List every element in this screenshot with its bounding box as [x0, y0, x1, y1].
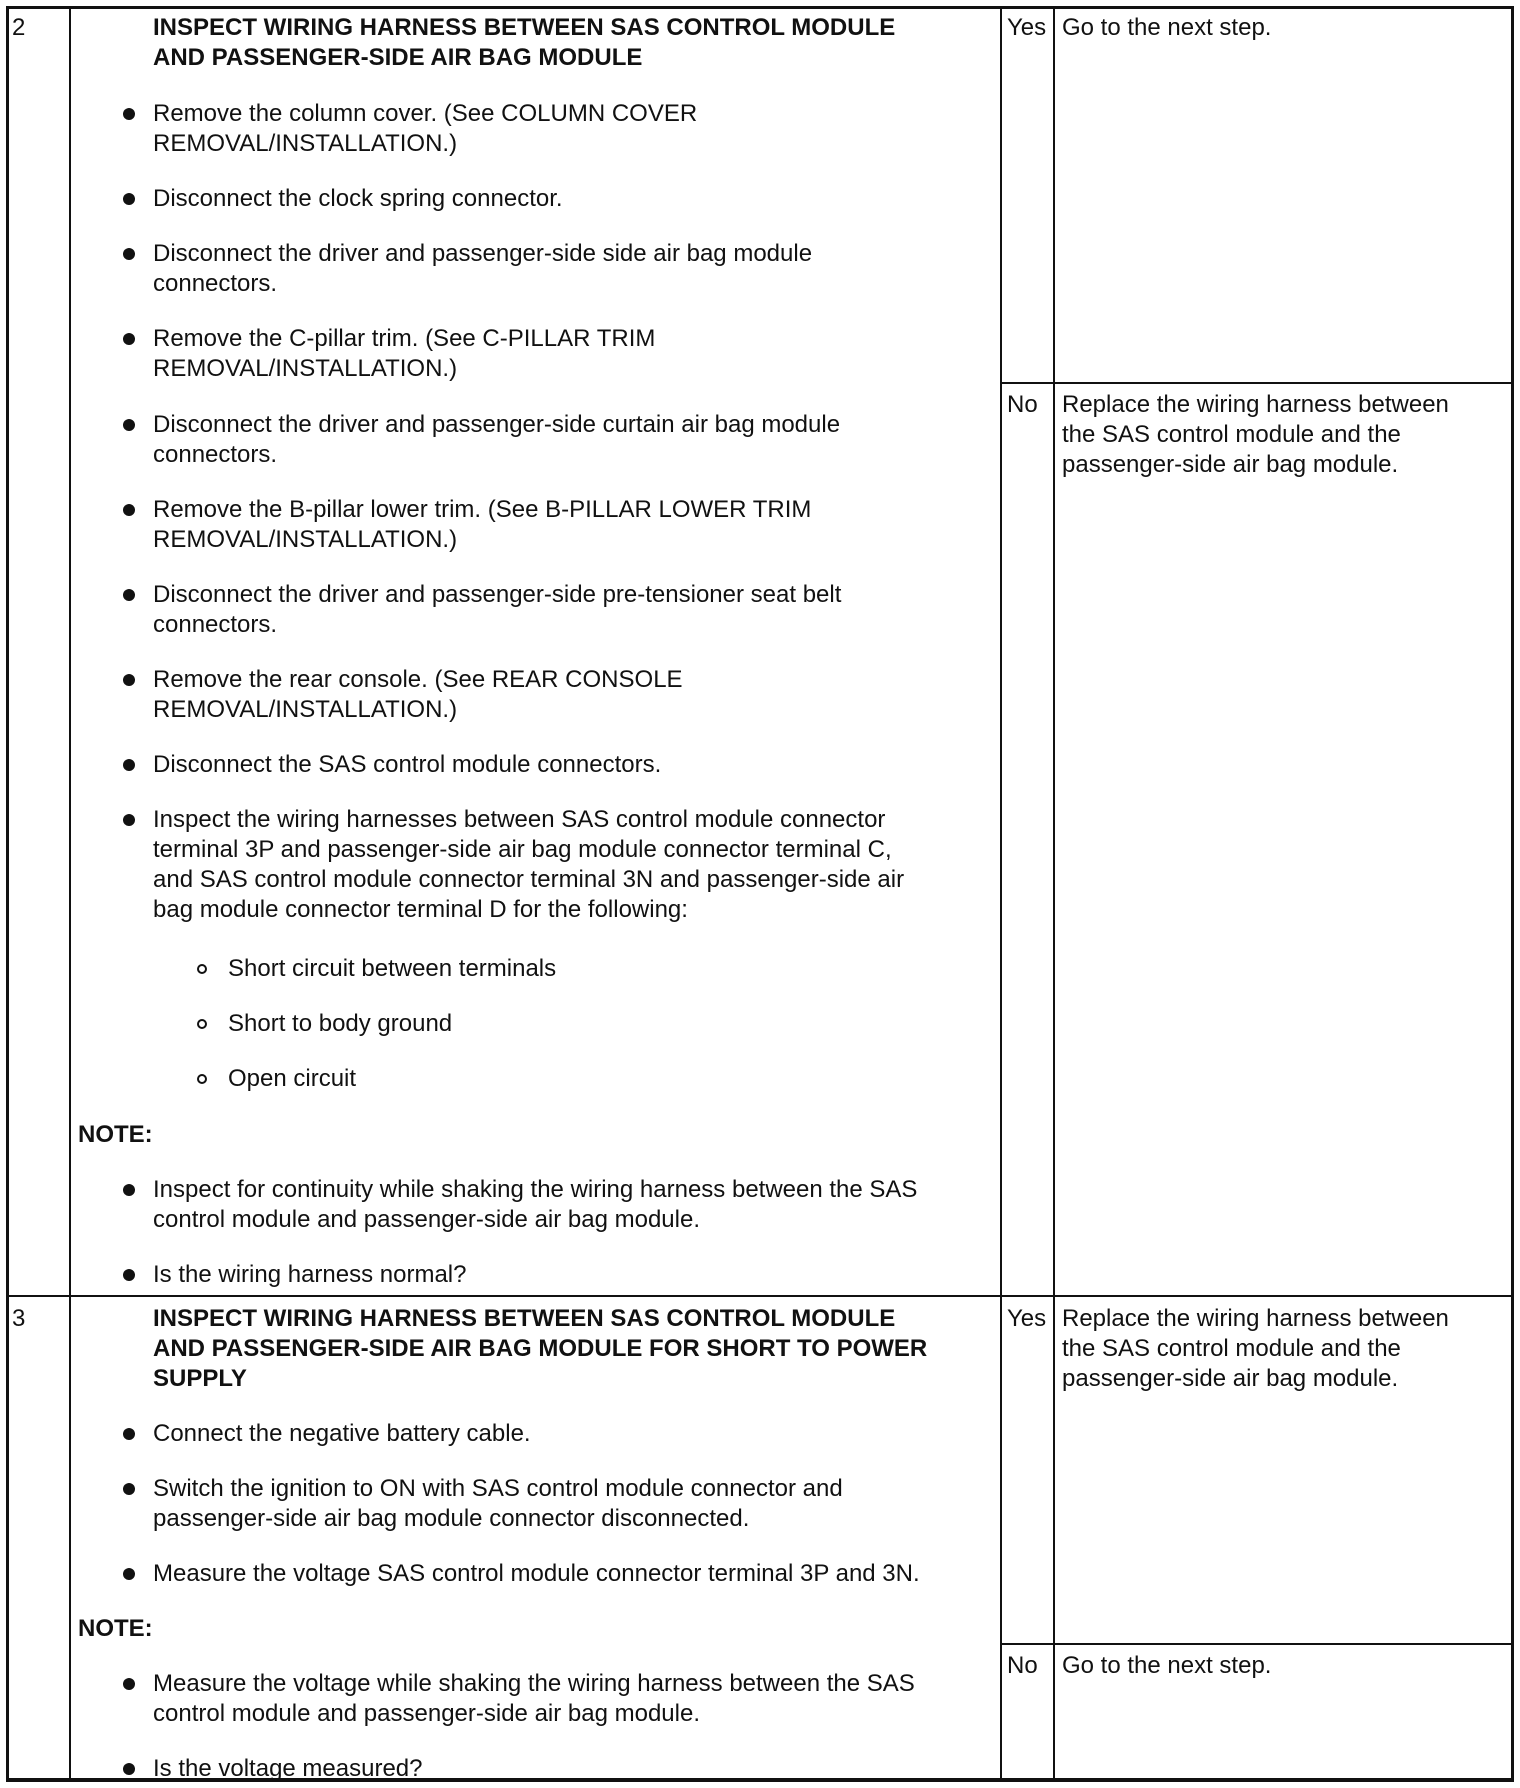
- column-divider-step: [69, 6, 71, 1782]
- instruction-text: Inspect the wiring harnesses between SAS control module connector: [153, 806, 886, 833]
- instruction-text: Remove the C-pillar trim. (See C-PILLAR TRIM: [153, 325, 656, 352]
- sub-instruction-text: Short circuit between terminals: [228, 955, 557, 982]
- column-divider-action: [1000, 6, 1002, 1782]
- instruction-text: Disconnect the driver and passenger-side side air bag module: [153, 240, 813, 267]
- bullet-icon: [123, 1763, 135, 1775]
- row-divider-step3-yes-no: [1000, 1643, 1514, 1645]
- note-text: Is the wiring harness normal?: [153, 1261, 467, 1288]
- no-label: No: [1007, 1652, 1038, 1679]
- yes-label: Yes: [1007, 1305, 1047, 1332]
- bullet-icon: [123, 1184, 135, 1196]
- bullet-icon: [123, 1269, 135, 1281]
- bullet-icon: [123, 759, 135, 771]
- step-title: INSPECT WIRING HARNESS BETWEEN SAS CONTROL MODULE: [153, 14, 896, 41]
- note-label: NOTE:: [78, 1615, 153, 1642]
- instruction-text: Switch the ignition to ON with SAS control module connector and: [153, 1475, 843, 1502]
- note-text: Measure the voltage while shaking the wiring harness between the SAS: [153, 1670, 915, 1697]
- instruction-text: Disconnect the clock spring connector.: [153, 185, 563, 212]
- step-title: AND PASSENGER-SIDE AIR BAG MODULE FOR SHORT TO POWER: [153, 1335, 928, 1362]
- step-number: 3: [12, 1305, 26, 1332]
- table-border-top: [6, 6, 1514, 9]
- instruction-text: Connect the negative battery cable.: [153, 1420, 531, 1447]
- bullet-icon: [123, 674, 135, 686]
- instruction-text: REMOVAL/INSTALLATION.): [153, 526, 458, 553]
- instruction-text: passenger-side air bag module connector disconnected.: [153, 1505, 750, 1532]
- no-action: Go to the next step.: [1062, 1652, 1272, 1679]
- bullet-icon: [123, 248, 135, 260]
- yes-action: Replace the wiring harness between: [1062, 1305, 1449, 1332]
- no-action: passenger-side air bag module.: [1062, 451, 1399, 478]
- instruction-text: bag module connector terminal D for the following:: [153, 896, 688, 923]
- instruction-text: and SAS control module connector terminal 3N and passenger-side air: [153, 866, 905, 893]
- instruction-text: Disconnect the driver and passenger-side curtain air bag module: [153, 411, 841, 438]
- no-label: No: [1007, 391, 1038, 418]
- bullet-icon: [123, 108, 135, 120]
- table-border-right: [1511, 6, 1514, 1782]
- instruction-text: Disconnect the SAS control module connectors.: [153, 751, 662, 778]
- step-title: AND PASSENGER-SIDE AIR BAG MODULE: [153, 44, 643, 71]
- step-title: SUPPLY: [153, 1365, 247, 1392]
- instruction-text: Remove the column cover. (See COLUMN COVER: [153, 100, 698, 127]
- step-title: INSPECT WIRING HARNESS BETWEEN SAS CONTROL MODULE: [153, 1305, 896, 1332]
- row-divider-step2-yes-no: [1000, 382, 1514, 384]
- yes-label: Yes: [1007, 14, 1047, 41]
- instruction-text: REMOVAL/INSTALLATION.): [153, 696, 458, 723]
- yes-action: Go to the next step.: [1062, 14, 1272, 41]
- bullet-icon: [123, 504, 135, 516]
- instruction-text: connectors.: [153, 611, 278, 638]
- sub-instruction-text: Short to body ground: [228, 1010, 453, 1037]
- bullet-icon: [123, 814, 135, 826]
- sub-instruction-text: Open circuit: [228, 1065, 357, 1092]
- yes-action: the SAS control module and the: [1062, 1335, 1401, 1362]
- instruction-text: REMOVAL/INSTALLATION.): [153, 130, 458, 157]
- bullet-icon: [123, 589, 135, 601]
- table-border-left: [6, 6, 9, 1782]
- note-text: Inspect for continuity while shaking the wiring harness between the SAS: [153, 1176, 918, 1203]
- note-text: control module and passenger-side air bag module.: [153, 1206, 700, 1233]
- sub-bullet-icon: [197, 964, 207, 974]
- note-text: control module and passenger-side air bag module.: [153, 1700, 700, 1727]
- note-text: Is the voltage measured?: [153, 1755, 423, 1782]
- bullet-icon: [123, 419, 135, 431]
- instruction-text: Disconnect the driver and passenger-side pre-tensioner seat belt: [153, 581, 842, 608]
- instruction-text: connectors.: [153, 270, 278, 297]
- yes-action: passenger-side air bag module.: [1062, 1365, 1399, 1392]
- note-label: NOTE:: [78, 1121, 153, 1148]
- bullet-icon: [123, 333, 135, 345]
- instruction-text: Measure the voltage SAS control module connector terminal 3P and 3N.: [153, 1560, 920, 1587]
- instruction-text: terminal 3P and passenger-side air bag module connector terminal C,: [153, 836, 892, 863]
- sub-bullet-icon: [197, 1074, 207, 1084]
- step-number: 2: [12, 14, 26, 41]
- instruction-text: Remove the rear console. (See REAR CONSOLE: [153, 666, 683, 693]
- bullet-icon: [123, 1428, 135, 1440]
- no-action: Replace the wiring harness between: [1062, 391, 1449, 418]
- sub-bullet-icon: [197, 1019, 207, 1029]
- bullet-icon: [123, 1678, 135, 1690]
- bullet-icon: [123, 1483, 135, 1495]
- column-divider-result: [1053, 6, 1055, 1782]
- bullet-icon: [123, 1568, 135, 1580]
- instruction-text: connectors.: [153, 441, 278, 468]
- bullet-icon: [123, 193, 135, 205]
- no-action: the SAS control module and the: [1062, 421, 1401, 448]
- row-divider-steps: [6, 1295, 1514, 1297]
- instruction-text: REMOVAL/INSTALLATION.): [153, 355, 458, 382]
- instruction-text: Remove the B-pillar lower trim. (See B-PILLAR LOWER TRIM: [153, 496, 812, 523]
